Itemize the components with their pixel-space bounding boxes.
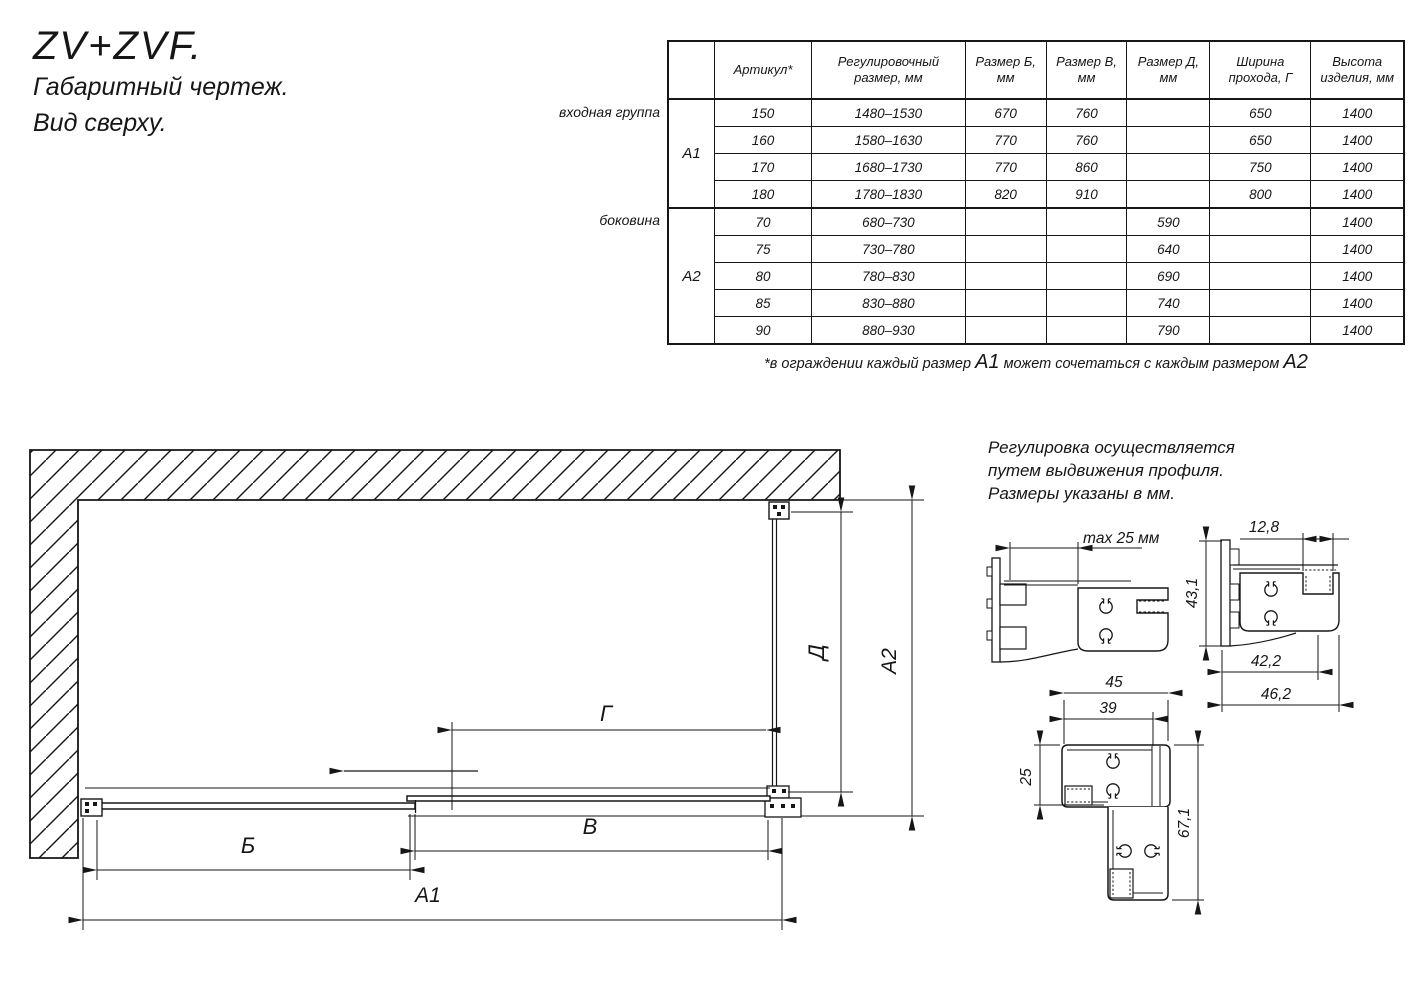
cell-art: 70 [715,208,812,236]
note-line-1: Регулировка осуществляется [988,438,1235,457]
cell-v [1046,317,1127,345]
cell-h: 1400 [1311,154,1404,181]
cell-v: 860 [1046,154,1127,181]
dim-label-d: Д [804,644,829,660]
col-header-v: Размер В, мм [1046,41,1127,99]
cell-art: 180 [715,181,812,209]
dimension-a2 [878,500,912,816]
front-assembly [81,788,770,816]
table-row [668,290,1404,317]
col-header-h: Высота изделия, мм [1311,41,1404,99]
header-row [668,41,1404,99]
footnote-text: *в ограждении каждый размер [764,356,976,372]
cell-b: 770 [965,154,1046,181]
detail-dim-67-1: 67,1 [1176,807,1193,839]
cell-art: 160 [715,127,812,154]
top-wall-bracket [769,502,789,519]
cell-w [1210,290,1311,317]
cell-h: 1400 [1311,317,1404,345]
cell-reg: 1780–1830 [812,181,966,209]
dim-label-a2: А2 [878,648,901,674]
cell-art: 170 [715,154,812,181]
col-header-code [668,41,715,99]
cell-w: 750 [1210,154,1311,181]
col-header-reg: Регулировочный размер, мм [812,41,966,99]
cell-d [1127,181,1210,209]
cell-v: 910 [1046,181,1127,209]
table-row [668,208,1404,236]
table-row [668,181,1404,209]
cell-d: 640 [1127,236,1210,263]
detail-dim-39: 39 [1099,700,1117,717]
cell-reg: 1480–1530 [812,99,966,127]
footnote-a1: А1 [975,351,1000,373]
drawing-type: Габаритный чертеж. [33,73,289,101]
cell-b [965,317,1046,345]
cell-reg: 680–730 [812,208,966,236]
cell-w: 650 [1210,127,1311,154]
dim-label-a1: А1 [415,884,441,907]
cell-art: 90 [715,317,812,345]
cell-reg: 1580–1630 [812,127,966,154]
group-label-a2: боковина [599,212,660,228]
cell-d [1127,154,1210,181]
cell-b: 770 [965,127,1046,154]
cell-art: 75 [715,236,812,263]
detail-dim-12-8: 12,8 [1248,519,1280,536]
cell-reg: 830–880 [812,290,966,317]
cell-h: 1400 [1311,290,1404,317]
cell-w [1210,208,1311,236]
table-row [668,236,1404,263]
note-line-3: Размеры указаны в мм. [988,484,1175,503]
cell-v [1046,263,1127,290]
table-row [668,263,1404,290]
cell-h: 1400 [1311,99,1404,127]
dimension-d [788,512,853,792]
cell-h: 1400 [1311,181,1404,209]
col-header-art: Артикул* [715,41,812,99]
cell-b: 820 [965,181,1046,209]
cell-d [1127,99,1210,127]
title-block [33,26,289,138]
cell-h: 1400 [1311,236,1404,263]
cell-reg: 1680–1730 [812,154,966,181]
cell-b: 670 [965,99,1046,127]
cell-w [1210,263,1311,290]
table-row [668,154,1404,181]
detail-dim-42-2: 42,2 [1250,653,1282,670]
table-footnote [668,351,1404,374]
cell-group-code: А2 [668,208,715,344]
left-wall-profile [81,799,102,816]
note-line-2: путем выдвижения профиля. [988,461,1224,480]
cell-d: 590 [1127,208,1210,236]
cell-d [1127,127,1210,154]
dimension-b [97,814,410,880]
cell-h: 1400 [1311,263,1404,290]
fixed-glass-panel [407,796,770,801]
sliding-door-panel [93,803,415,809]
cell-v: 760 [1046,99,1127,127]
cell-w: 650 [1210,99,1311,127]
cell-art: 85 [715,290,812,317]
cell-b [965,290,1046,317]
cell-art: 150 [715,99,812,127]
col-header-w: Ширина прохода, Г [1210,41,1311,99]
group-label-a1: входная группа [559,104,660,120]
col-header-d: Размер Д, мм [1127,41,1210,99]
cell-reg: 880–930 [812,317,966,345]
detail-dim-max25: max 25 мм [1083,530,1160,547]
footnote-a2: А2 [1283,351,1308,373]
cell-w [1210,236,1311,263]
dim-label-v: В [582,814,598,839]
footnote-text: может сочетаться с каждым размером [999,356,1284,372]
cell-w: 800 [1210,181,1311,209]
cell-h: 1400 [1311,127,1404,154]
adjustment-note [988,436,1235,505]
cell-d: 790 [1127,317,1210,345]
detail-corner-profile [1018,674,1204,900]
cell-d: 740 [1127,290,1210,317]
dimension-v [415,814,768,860]
cell-v [1046,208,1127,236]
cell-h: 1400 [1311,208,1404,236]
view-name: Вид сверху. [33,108,167,137]
detail-wall-profile-extension [987,530,1168,662]
detail-dim-45: 45 [1105,674,1123,691]
detail-dim-25: 25 [1018,768,1035,786]
cell-reg: 730–780 [812,236,966,263]
detail-wall-profile-section [1184,519,1349,712]
dim-label-g: Г [600,701,612,726]
dimension-a1 [83,818,782,930]
cell-b [965,236,1046,263]
cell-d: 690 [1127,263,1210,290]
cell-reg: 780–830 [812,263,966,290]
cell-art: 80 [715,263,812,290]
table-row [668,127,1404,154]
cell-b [965,208,1046,236]
cell-b [965,263,1046,290]
cell-w [1210,317,1311,345]
col-header-b: Размер Б, мм [965,41,1046,99]
detail-dim-46-2: 46,2 [1260,686,1292,703]
cell-v [1046,290,1127,317]
cell-v: 760 [1046,127,1127,154]
dim-label-b: Б [240,833,256,858]
table-row [668,317,1404,345]
detail-dim-43-1: 43,1 [1184,577,1201,609]
product-name: ZV+ZVF. [33,24,203,68]
cell-v [1046,236,1127,263]
cell-group-code: А1 [668,99,715,208]
table-row [668,99,1404,127]
dimension-g [452,701,766,810]
size-spec-table [667,40,1405,345]
side-panel [765,502,801,817]
